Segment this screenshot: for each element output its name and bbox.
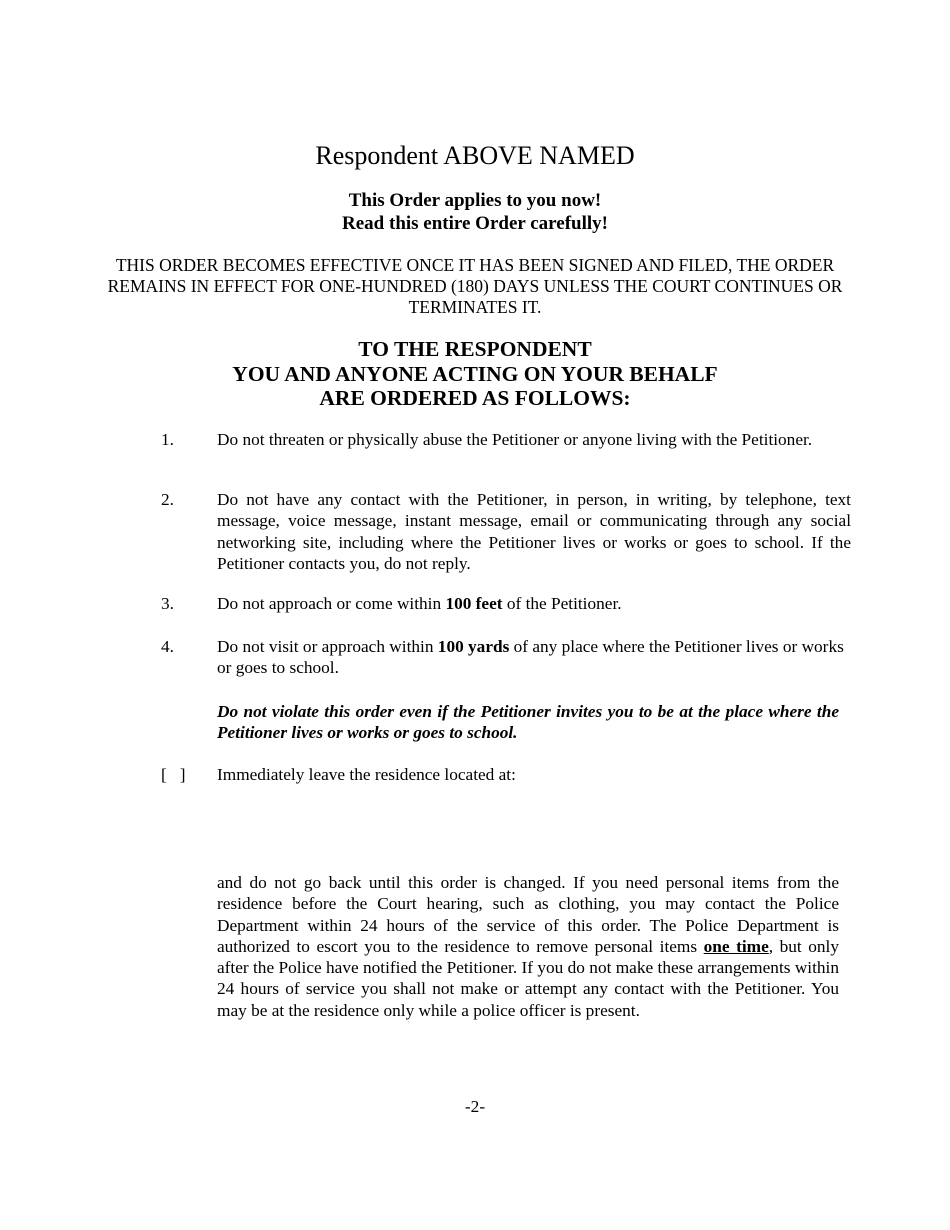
residence-label: Immediately leave the residence located at: [217, 765, 516, 784]
order-text-start: Do not visit or approach within [217, 637, 438, 656]
order-number: 4. [161, 637, 174, 656]
effective-notice: THIS ORDER BECOMES EFFECTIVE ONCE IT HAS BEEN SIGNED AND FILED, THE ORDER REMAINS IN EFFECT FOR ONE-HUNDRED (180) DAYS UNLESS THE COURT CONTINUES OR TERMINATES IT. [107, 255, 843, 317]
order-text-start: Do not approach or come within [217, 594, 446, 613]
order-number: 2. [161, 490, 174, 509]
distance-emphasis: 100 feet [445, 594, 503, 613]
heading-line-2: YOU AND ANYONE ACTING ON YOUR BEHALF [232, 362, 718, 386]
order-text [217, 593, 849, 614]
order-number: 3. [161, 594, 174, 613]
residence-checkbox[interactable]: [ ] [161, 765, 186, 784]
warning-line-2: Read this entire Order carefully! [342, 213, 608, 234]
distance-emphasis: 100 yards [437, 637, 510, 656]
page-number: -2- [464, 1097, 486, 1116]
order-text: Do not threaten or physically abuse the Petitioner or anyone living with the Petitioner. [217, 430, 813, 449]
order-text-end: of the Petitioner. [502, 594, 622, 613]
one-time-emphasis: one time [703, 936, 769, 956]
order-text: Do not have any contact with the Petitioner, in person, in writing, by telephone, text message, voice message, instant message, email or communicating through any social networking site, including where the Petitioner lives or works or goes to school. If the Petitioner contacts you, do not reply. [217, 490, 851, 573]
residence-text-start: and do not go back until this order is changed. If you need personal items from the residence before the Court hearing, such as clothing, you may contact the Police Department within 24 hours of the service of this order. The Police Department is authorized to escort you to the residence to remove personal items [217, 873, 839, 956]
residence-paragraph [217, 872, 839, 1021]
heading-line-3: ARE ORDERED AS FOLLOWS: [319, 386, 631, 410]
invitation-warning: Do not violate this order even if the Petitioner invites you to be at the place where the Petitioner lives or works or goes to school. [217, 702, 839, 743]
residence-text-end: , but only after the Police have notified the Petitioner. If you do not make these arrangements within 24 hours of service you shall not make or attempt any contact with the Petitioner. You may be at the residence only while a police officer is present. [217, 936, 839, 1020]
order-number: 1. [161, 430, 174, 449]
page-title: Respondent ABOVE NAMED [315, 141, 635, 170]
heading-line-1: TO THE RESPONDENT [358, 337, 592, 361]
warning-line-1: This Order applies to you now! [348, 190, 602, 211]
order-text-end: of any place where the Petitioner lives or works or goes to school. [217, 637, 844, 678]
order-text [217, 636, 849, 679]
